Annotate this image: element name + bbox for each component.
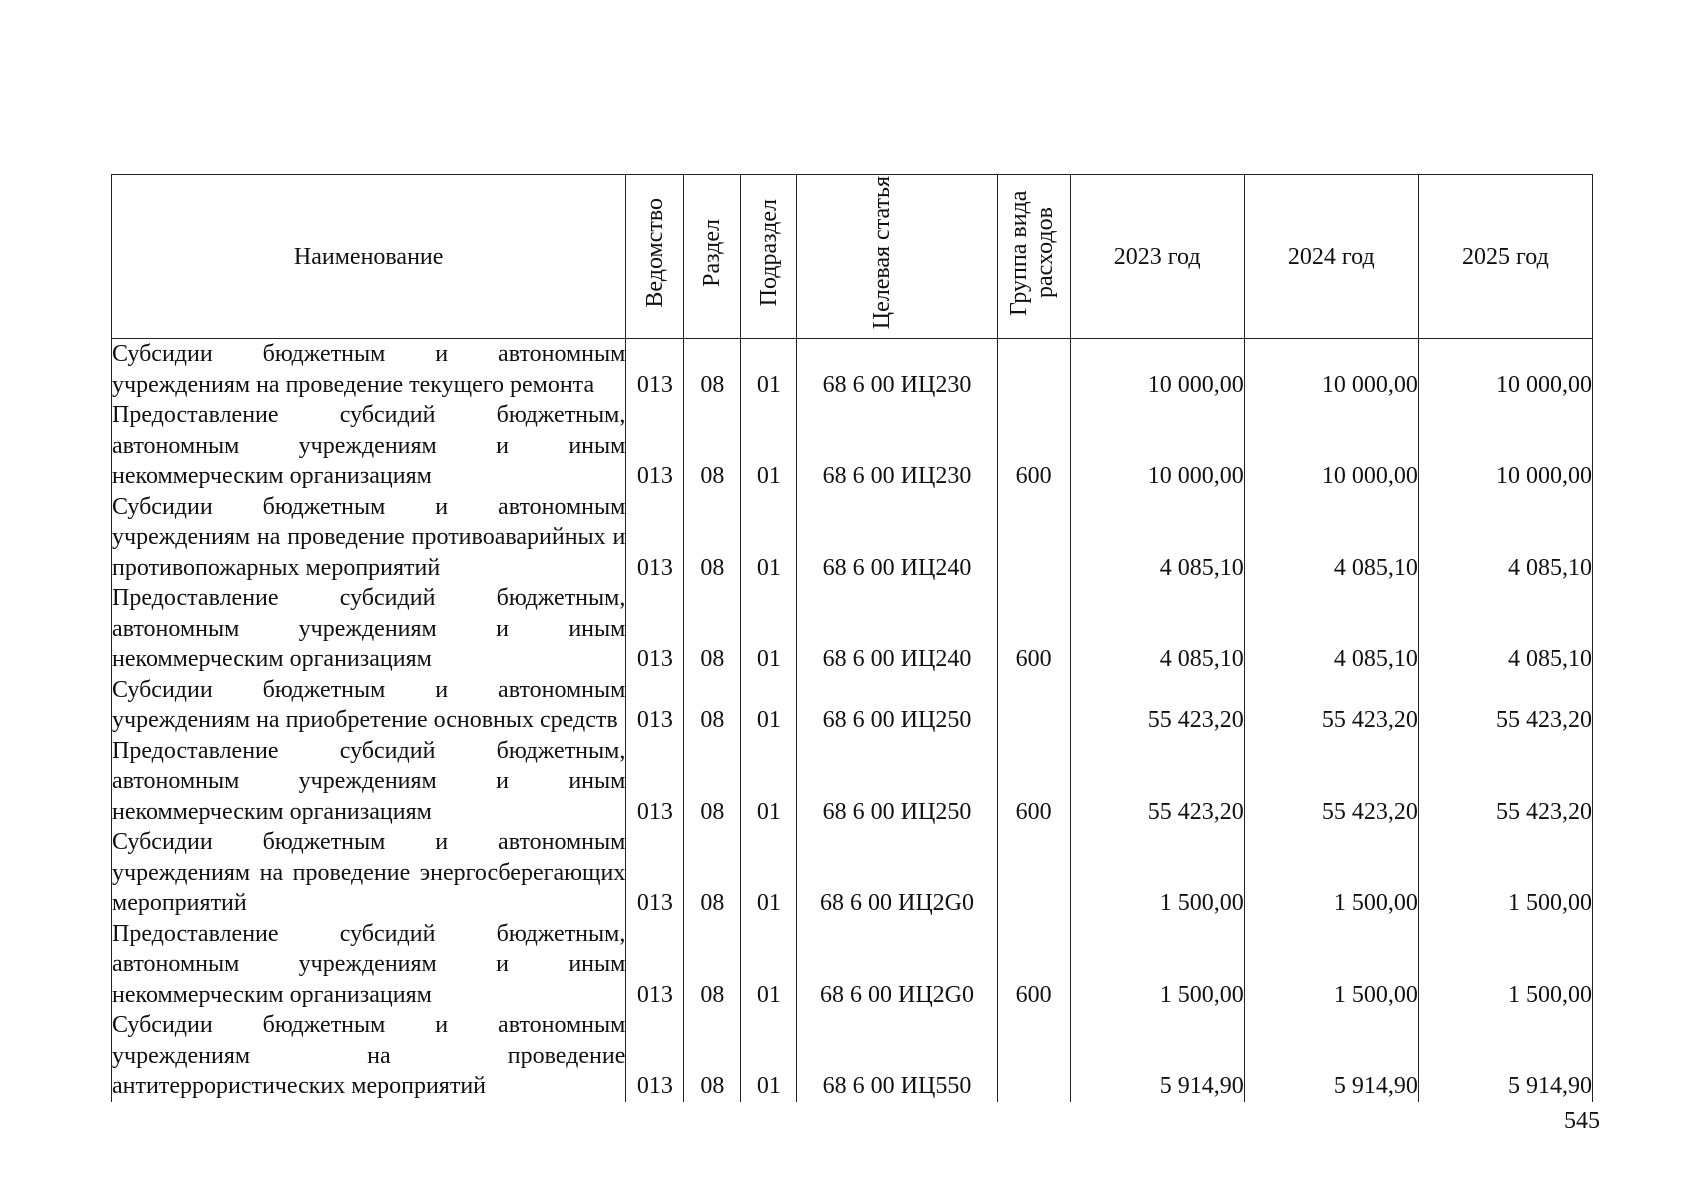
row-celevaya: 68 6 00 ИЦ240 xyxy=(797,583,997,675)
row-2023: 5 914,90 xyxy=(1070,1010,1244,1102)
row-2025: 10 000,00 xyxy=(1418,339,1592,401)
row-2023: 4 085,10 xyxy=(1070,583,1244,675)
row-celevaya: 68 6 00 ИЦ240 xyxy=(797,492,997,584)
row-gruppa: 600 xyxy=(997,400,1070,492)
page-number: 545 xyxy=(1564,1108,1600,1134)
table-row xyxy=(112,919,1593,1011)
row-2024: 4 085,10 xyxy=(1244,583,1418,675)
header-name: Наименование xyxy=(112,175,626,339)
row-razdel: 08 xyxy=(684,919,741,1011)
row-celevaya: 68 6 00 ИЦ230 xyxy=(797,339,997,401)
table-row xyxy=(112,827,1593,919)
row-gruppa xyxy=(997,1010,1070,1102)
row-2024: 1 500,00 xyxy=(1244,827,1418,919)
row-celevaya: 68 6 00 ИЦ250 xyxy=(797,736,997,828)
table-row xyxy=(112,400,1593,492)
row-2025: 10 000,00 xyxy=(1418,400,1592,492)
row-podrazdel: 01 xyxy=(741,492,797,584)
header-ved xyxy=(626,175,684,339)
row-2025: 4 085,10 xyxy=(1418,492,1592,584)
row-ved: 013 xyxy=(626,339,684,401)
row-2023: 55 423,20 xyxy=(1070,736,1244,828)
row-name: Субсидии бюджетным и автономным учреждениям на проведение энергосберегающих мероприятий xyxy=(112,827,626,919)
row-2023: 1 500,00 xyxy=(1070,919,1244,1011)
header-podrazdel-label: Подраздел xyxy=(755,199,782,307)
row-2023: 10 000,00 xyxy=(1070,400,1244,492)
row-2024: 10 000,00 xyxy=(1244,339,1418,401)
header-celevaya xyxy=(797,175,997,339)
row-2024: 55 423,20 xyxy=(1244,736,1418,828)
row-podrazdel: 01 xyxy=(741,400,797,492)
row-2024: 1 500,00 xyxy=(1244,919,1418,1011)
header-razdel-label: Раздел xyxy=(699,219,726,287)
table-row xyxy=(112,675,1593,736)
header-2025: 2025 год xyxy=(1418,175,1592,339)
row-gruppa xyxy=(997,339,1070,401)
row-2023: 55 423,20 xyxy=(1070,675,1244,736)
row-razdel: 08 xyxy=(684,827,741,919)
row-gruppa: 600 xyxy=(997,919,1070,1011)
row-ved: 013 xyxy=(626,736,684,828)
row-gruppa xyxy=(997,675,1070,736)
row-ved: 013 xyxy=(626,492,684,584)
row-2025: 5 914,90 xyxy=(1418,1010,1592,1102)
row-2025: 1 500,00 xyxy=(1418,827,1592,919)
row-razdel: 08 xyxy=(684,736,741,828)
row-razdel: 08 xyxy=(684,492,741,584)
row-gruppa xyxy=(997,492,1070,584)
header-podrazdel xyxy=(741,175,797,339)
row-celevaya: 68 6 00 ИЦ550 xyxy=(797,1010,997,1102)
table-row xyxy=(112,583,1593,675)
row-ved: 013 xyxy=(626,400,684,492)
header-gruppa-label: Группа вида расходов xyxy=(1005,190,1058,316)
table-row xyxy=(112,339,1593,401)
row-podrazdel: 01 xyxy=(741,919,797,1011)
row-name: Предоставление субсидий бюджетным, автономным учреждениям и иным некоммерческим организациям xyxy=(112,736,626,828)
row-2025: 1 500,00 xyxy=(1418,919,1592,1011)
row-celevaya: 68 6 00 ИЦ250 xyxy=(797,675,997,736)
row-2023: 10 000,00 xyxy=(1070,339,1244,401)
row-ved: 013 xyxy=(626,919,684,1011)
row-2024: 55 423,20 xyxy=(1244,675,1418,736)
row-razdel: 08 xyxy=(684,675,741,736)
row-name: Предоставление субсидий бюджетным, автономным учреждениям и иным некоммерческим организациям xyxy=(112,919,626,1011)
row-name: Субсидии бюджетным и автономным учреждениям на проведение текущего ремонта xyxy=(112,339,626,401)
row-gruppa xyxy=(997,827,1070,919)
row-2025: 4 085,10 xyxy=(1418,583,1592,675)
row-podrazdel: 01 xyxy=(741,583,797,675)
table-row xyxy=(112,1010,1593,1102)
row-name: Субсидии бюджетным и автономным учреждениям на приобретение основных средств xyxy=(112,675,626,736)
row-celevaya: 68 6 00 ИЦ2G0 xyxy=(797,827,997,919)
row-razdel: 08 xyxy=(684,583,741,675)
row-razdel: 08 xyxy=(684,339,741,401)
row-name: Субсидии бюджетным и автономным учреждениям на проведение противоаварийных и противопожарных мероприятий xyxy=(112,492,626,584)
row-razdel: 08 xyxy=(684,1010,741,1102)
row-gruppa: 600 xyxy=(997,583,1070,675)
header-2023: 2023 год xyxy=(1070,175,1244,339)
header-2024: 2024 год xyxy=(1244,175,1418,339)
row-podrazdel: 01 xyxy=(741,675,797,736)
header-razdel xyxy=(684,175,741,339)
row-name: Предоставление субсидий бюджетным, автономным учреждениям и иным некоммерческим организациям xyxy=(112,583,626,675)
header-gruppa xyxy=(997,175,1070,339)
row-2025: 55 423,20 xyxy=(1418,675,1592,736)
row-2023: 4 085,10 xyxy=(1070,492,1244,584)
row-ved: 013 xyxy=(626,1010,684,1102)
header-ved-label: Ведомство xyxy=(641,198,668,308)
row-gruppa: 600 xyxy=(997,736,1070,828)
table-row xyxy=(112,492,1593,584)
table-row xyxy=(112,736,1593,828)
budget-table xyxy=(111,174,1593,1102)
row-razdel: 08 xyxy=(684,400,741,492)
row-2024: 10 000,00 xyxy=(1244,400,1418,492)
row-ved: 013 xyxy=(626,827,684,919)
row-podrazdel: 01 xyxy=(741,827,797,919)
row-2024: 4 085,10 xyxy=(1244,492,1418,584)
row-podrazdel: 01 xyxy=(741,339,797,401)
row-name: Субсидии бюджетным и автономным учреждениям на проведение антитеррористических мероприятий xyxy=(112,1010,626,1102)
row-podrazdel: 01 xyxy=(741,1010,797,1102)
row-ved: 013 xyxy=(626,675,684,736)
row-2024: 5 914,90 xyxy=(1244,1010,1418,1102)
row-celevaya: 68 6 00 ИЦ230 xyxy=(797,400,997,492)
row-2025: 55 423,20 xyxy=(1418,736,1592,828)
header-row xyxy=(112,175,1593,339)
header-celevaya-label: Целевая статья xyxy=(869,176,895,330)
row-ved: 013 xyxy=(626,583,684,675)
row-name: Предоставление субсидий бюджетным, автономным учреждениям и иным некоммерческим организациям xyxy=(112,400,626,492)
row-podrazdel: 01 xyxy=(741,736,797,828)
row-celevaya: 68 6 00 ИЦ2G0 xyxy=(797,919,997,1011)
row-2023: 1 500,00 xyxy=(1070,827,1244,919)
